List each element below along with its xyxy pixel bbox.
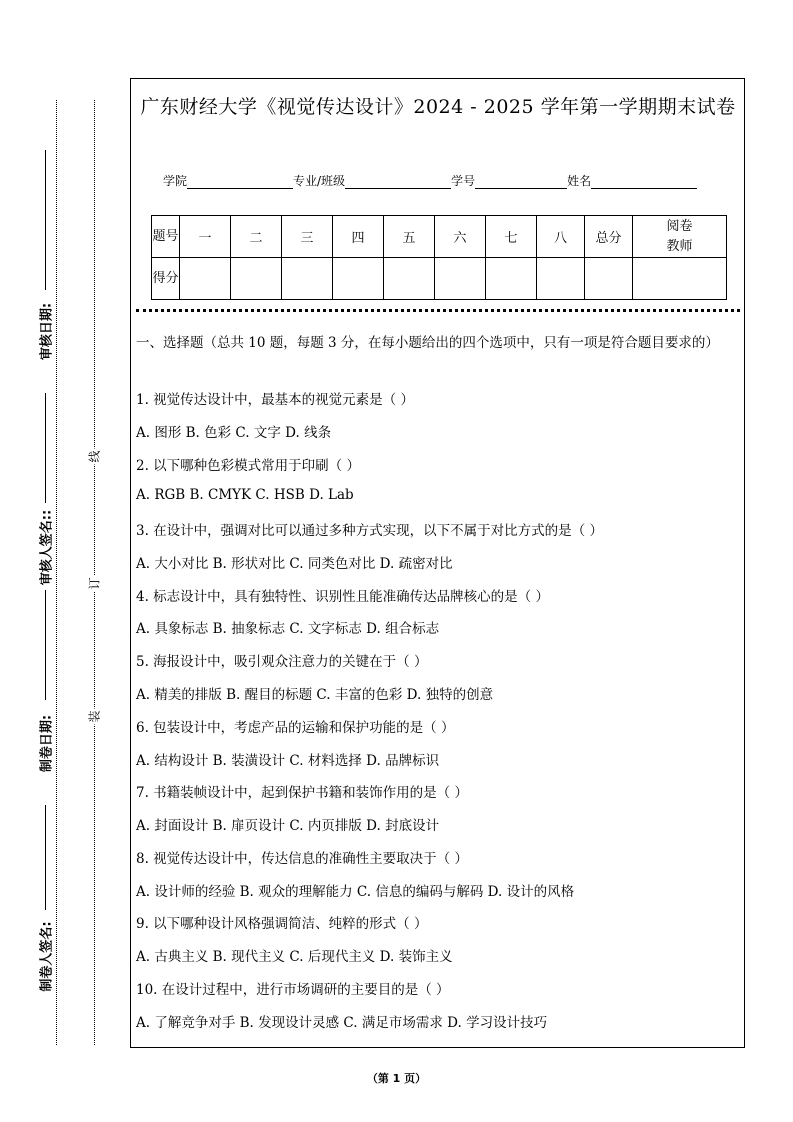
options-5: A. 精美的排版 B. 醒目的标题 C. 丰富的色彩 D. 独特的创意 — [136, 687, 494, 703]
major-label: 专业/班级 — [293, 174, 346, 188]
question-2: 2. 以下哪种色彩模式常用于印刷（ ） — [136, 458, 360, 474]
page-number: （第 1 页） — [366, 1072, 427, 1085]
col-5: 五 — [384, 216, 435, 258]
maker-sign-label: 制卷人签名: — [39, 921, 55, 992]
binding-mark-line: 线 — [87, 450, 102, 463]
question-10: 10. 在设计过程中，进行市场调研的主要目的是（ ） — [136, 982, 450, 998]
question-4: 4. 标志设计中，具有独特性、识别性且能准确传达品牌核心的是（ ） — [136, 589, 549, 605]
binding-mark-bind: 订 — [87, 577, 102, 590]
row-label-question-no: 题号 — [152, 216, 180, 258]
name-label: 姓名 — [567, 174, 592, 188]
score-table-score-row — [152, 258, 727, 300]
options-4: A. 具象标志 B. 抽象标志 C. 文字标志 D. 组合标志 — [136, 621, 440, 637]
make-date-rule — [45, 590, 46, 700]
binding-dotted-line-left — [56, 100, 57, 1045]
options-3: A. 大小对比 B. 形状对比 C. 同类色对比 D. 疏密对比 — [136, 556, 453, 572]
section-heading: 一、选择题（总共 10 题，每题 3 分，在每小题给出的四个选项中，只有一项是符合题目要求的） — [136, 335, 719, 351]
row-label-score: 得分 — [152, 258, 180, 300]
question-3: 3. 在设计中，强调对比可以通过多种方式实现，以下不属于对比方式的是（ ） — [136, 523, 603, 539]
options-1: A. 图形 B. 色彩 C. 文字 D. 线条 — [136, 425, 332, 441]
col-grader — [633, 216, 727, 258]
maker-sign-rule — [45, 805, 46, 910]
score-cell-3[interactable] — [282, 258, 333, 300]
question-5: 5. 海报设计中，吸引观众注意力的关键在于（ ） — [136, 654, 428, 670]
major-class-field[interactable] — [345, 176, 451, 189]
score-cell-5[interactable] — [384, 258, 435, 300]
col-3: 三 — [282, 216, 333, 258]
col-4: 四 — [333, 216, 384, 258]
col-grader-label: 阅卷教师 — [666, 218, 693, 254]
question-9: 9. 以下哪种设计风格强调简洁、纯粹的形式（ ） — [136, 916, 428, 932]
options-8: A. 设计师的经验 B. 观众的理解能力 C. 信息的编码与解码 D. 设计的风格 — [136, 884, 575, 900]
col-2: 二 — [231, 216, 282, 258]
student-info-row — [163, 172, 697, 189]
options-10: A. 了解竞争对手 B. 发现设计灵感 C. 满足市场需求 D. 学习设计技巧 — [136, 1015, 548, 1031]
col-6: 六 — [435, 216, 486, 258]
name-field[interactable] — [591, 176, 697, 189]
score-cell-1[interactable] — [180, 258, 231, 300]
reviewer-sign-label: 审核人签名:: — [39, 509, 55, 586]
score-table-header-row — [152, 216, 727, 258]
score-cell-grader[interactable] — [633, 258, 727, 300]
options-6: A. 结构设计 B. 装潢设计 C. 材料选择 D. 品牌标识 — [136, 753, 440, 769]
student-id-label: 学号 — [451, 174, 476, 188]
score-cell-6[interactable] — [435, 258, 486, 300]
binding-dotted-line-right — [94, 100, 95, 1045]
col-1: 一 — [180, 216, 231, 258]
student-id-field[interactable] — [475, 176, 567, 189]
score-cell-4[interactable] — [333, 258, 384, 300]
question-8: 8. 视觉传达设计中，传达信息的准确性主要取决于（ ） — [136, 851, 468, 867]
score-cell-total[interactable] — [585, 258, 633, 300]
review-date-rule — [45, 150, 46, 290]
question-6: 6. 包装设计中，考虑产品的运输和保护功能的是（ ） — [136, 720, 455, 736]
score-cell-7[interactable] — [486, 258, 537, 300]
col-8: 八 — [537, 216, 585, 258]
score-table — [151, 215, 727, 300]
col-7: 七 — [486, 216, 537, 258]
options-7: A. 封面设计 B. 扉页设计 C. 内页排版 D. 封底设计 — [136, 818, 440, 834]
dotted-separator — [136, 309, 740, 312]
options-9: A. 古典主义 B. 现代主义 C. 后现代主义 D. 装饰主义 — [136, 949, 453, 965]
col-total: 总分 — [585, 216, 633, 258]
exam-title: 广东财经大学《视觉传达设计》2024 - 2025 学年第一学期期末试卷 — [140, 96, 736, 118]
question-1: 1. 视觉传达设计中，最基本的视觉元素是（ ） — [136, 392, 414, 408]
binding-mark-fix: 装 — [87, 710, 102, 723]
question-7: 7. 书籍装帧设计中，起到保护书籍和装饰作用的是（ ） — [136, 785, 468, 801]
college-field[interactable] — [187, 176, 293, 189]
score-cell-2[interactable] — [231, 258, 282, 300]
review-date-label: 审核日期: — [39, 302, 55, 361]
make-date-label: 制卷日期: — [39, 714, 55, 773]
score-cell-8[interactable] — [537, 258, 585, 300]
options-2: A. RGB B. CMYK C. HSB D. Lab — [136, 487, 354, 503]
college-label: 学院 — [163, 174, 188, 188]
reviewer-sign-rule — [45, 393, 46, 503]
